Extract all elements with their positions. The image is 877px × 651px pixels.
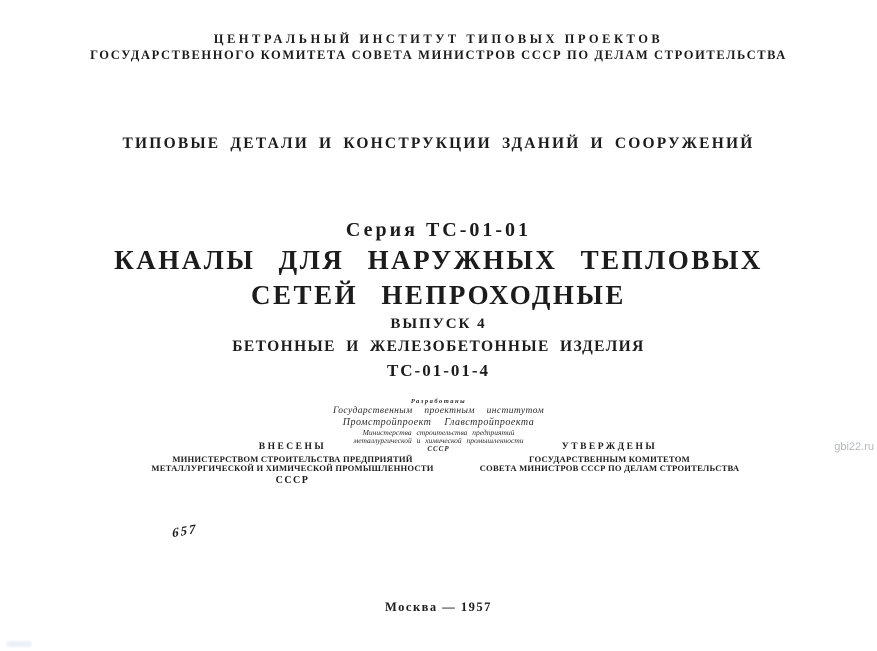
handwritten-inventory-number: 657 xyxy=(171,520,198,541)
developed-by-line2: Промстройпроект Главстройпроекта xyxy=(342,417,535,428)
approved-by-block xyxy=(462,443,757,474)
issue-label: ВЫПУСК 4 xyxy=(390,316,487,332)
submitted-by-line3: СССР xyxy=(275,474,310,486)
institute-header-line2: ГОСУДАРСТВЕННОГО КОМИТЕТА СОВЕТА МИНИСТРОВ СССР ПО ДЕЛАМ СТРОИТЕЛЬСТВА xyxy=(90,48,787,62)
submitted-by-block xyxy=(140,443,445,485)
institute-header-line1: ЦЕНТРАЛЬНЫЙ ИНСТИТУТ ТИПОВЫХ ПРОЕКТОВ xyxy=(213,32,664,46)
scanner-artifact xyxy=(6,641,32,647)
approved-by-line1: ГОСУДАРСТВЕННЫМ КОМИТЕТОМ xyxy=(529,453,690,464)
document-category-subtitle: ТИПОВЫЕ ДЕТАЛИ И КОНСТРУКЦИИ ЗДАНИЙ И СООРУЖЕНИЙ xyxy=(122,135,755,152)
approved-by-line2: СОВЕТА МИНИСТРОВ СССР ПО ДЕЛАМ СТРОИТЕЛЬСТВА xyxy=(479,463,740,473)
issue-subtitle: БЕТОННЫЕ И ЖЕЛЕЗОБЕТОННЫЕ ИЗДЕЛИЯ xyxy=(232,338,645,355)
main-title-line2: СЕТЕЙ НЕПРОХОДНЫЕ xyxy=(251,280,626,310)
document-code: ТС-01-01-4 xyxy=(386,361,491,380)
developed-by-line1: Государственным проектным институтом xyxy=(332,406,545,416)
submitted-by-heading: ВНЕСЕНЫ xyxy=(258,442,327,452)
approved-by-heading: УТВЕРЖДЕНЫ xyxy=(561,442,658,452)
series-label: Серия ТС-01-01 xyxy=(345,219,532,241)
developed-by-heading: Разработаны xyxy=(410,398,467,405)
developed-by-line4: металлургической и химической промышленности xyxy=(353,436,524,445)
submitted-by-line1: МИНИСТЕРСТВОМ СТРОИТЕЛЬСТВА ПРЕДПРИЯТИЙ xyxy=(172,453,413,464)
main-title-line1: КАНАЛЫ ДЛЯ НАРУЖНЫХ ТЕПЛОВЫХ xyxy=(114,245,763,275)
submitted-by-line2: МЕТАЛЛУРГИЧЕСКОЙ И ХИМИЧЕСКОЙ ПРОМЫШЛЕННОСТИ xyxy=(151,463,434,473)
developed-by-line3: Министерства строительства предприятий xyxy=(362,428,515,437)
imprint-city-year: Москва — 1957 xyxy=(385,600,492,614)
developed-by-line5: СССР xyxy=(427,445,450,453)
site-watermark: gbi22.ru xyxy=(834,441,874,453)
